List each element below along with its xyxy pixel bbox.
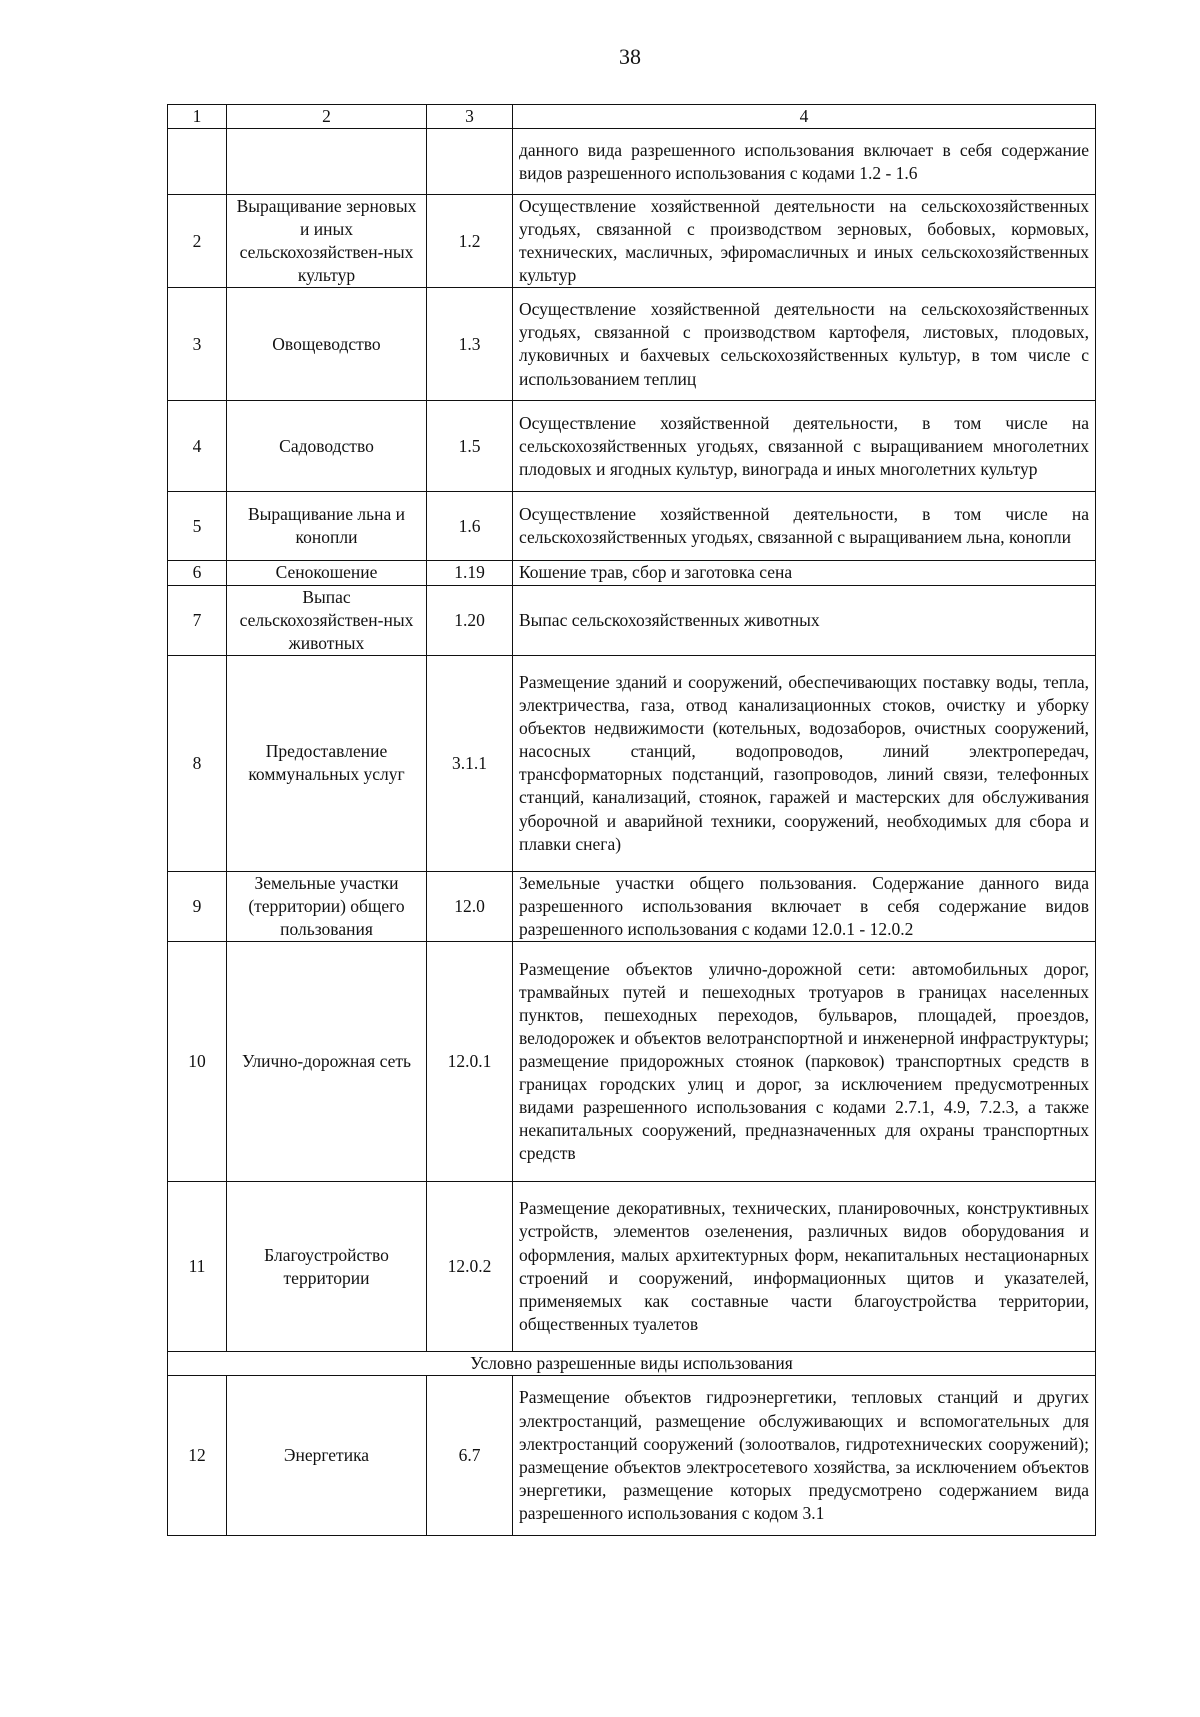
use-type-name: Выращивание зерновых и иных сельскохозяйствен-ных культур (227, 195, 427, 288)
use-type-description: Осуществление хозяйственной деятельности, в том числе на сельскохозяйственных угодьях, связанной с выращиванием льна, конопли (513, 492, 1096, 561)
use-type-name: Овощеводство (227, 288, 427, 401)
table-row (168, 492, 1096, 561)
page-number: 38 (619, 44, 641, 69)
table-row (168, 1182, 1096, 1352)
row-number: 3 (168, 288, 227, 401)
row-number: 2 (168, 195, 227, 288)
table-row (168, 585, 1096, 655)
permitted-use-table (167, 104, 1096, 1536)
use-type-code: 1.6 (427, 492, 513, 561)
use-type-code: 12.0 (427, 871, 513, 941)
use-type-name: Благоустройство территории (227, 1182, 427, 1352)
use-type-description: Размещение декоративных, технических, планировочных, конструктивных устройств, элементов озеленения, различных видов оборудования и оформления, малых архитектурных форм, некапитальных нестационарных строений и сооружений, информационных щитов и указателей, применяемых как составные части благоустройства территории, общественных туалетов (513, 1182, 1096, 1352)
use-type-description: Размещение объектов гидроэнергетики, тепловых станций и других электростанций, размещение обслуживающих и вспомогательных для электростанций сооружений (золоотвалов, гидротехнических сооружений); размещение объектов электросетевого хозяйства, за исключением объектов энергетики, размещение которых предусмотрено содержанием вида разрешенного использования с кодом 3.1 (513, 1376, 1096, 1536)
use-type-description: Осуществление хозяйственной деятельности на сельскохозяйственных угодьях, связанной с производством зерновых, бобовых, кормовых, технических, масличных, эфиромасличных и иных сельскохозяйственных культур (513, 195, 1096, 288)
use-type-name: Выращивание льна и конопли (227, 492, 427, 561)
use-type-code: 6.7 (427, 1376, 513, 1536)
row-number (168, 129, 227, 195)
use-type-description: Размещение объектов улично-дорожной сети: автомобильных дорог, трамвайных путей и пешеходных тротуаров в границах населенных пунктов, пешеходных переходов, бульваров, площадей, проездов, велодорожек и объектов велотранспортной и инженерной инфраструктуры; размещение придорожных стоянок (парковок) транспортных средств в границах городских улиц и дорог, за исключением предусмотренных видами разрешенного использования с кодами 2.7.1, 4.9, 7.2.3, а также некапитальных сооружений, предназначенных для охраны транспортных средств (513, 942, 1096, 1182)
use-type-code (427, 129, 513, 195)
section-title-conditional-uses: Условно разрешенные виды использования (168, 1352, 1096, 1376)
table-row (168, 288, 1096, 401)
row-number: 8 (168, 655, 227, 871)
row-number: 4 (168, 401, 227, 492)
use-type-name: Предоставление коммунальных услуг (227, 655, 427, 871)
column-header-description: 4 (513, 105, 1096, 129)
row-number: 9 (168, 871, 227, 941)
column-header-number: 1 (168, 105, 227, 129)
use-type-name: Садоводство (227, 401, 427, 492)
column-header-name: 2 (227, 105, 427, 129)
use-type-name (227, 129, 427, 195)
use-type-name: Улично-дорожная сеть (227, 942, 427, 1182)
use-type-code: 1.20 (427, 585, 513, 655)
row-number: 10 (168, 942, 227, 1182)
row-number: 7 (168, 585, 227, 655)
use-type-description: Выпас сельскохозяйственных животных (513, 585, 1096, 655)
row-number: 6 (168, 561, 227, 585)
use-type-code: 1.2 (427, 195, 513, 288)
table-body-top (168, 129, 1096, 1536)
use-type-name: Выпас сельскохозяйствен-ных животных (227, 585, 427, 655)
row-number: 11 (168, 1182, 227, 1352)
table-row (168, 561, 1096, 585)
use-type-description: Земельные участки общего пользования. Содержание данного вида разрешенного использования включает в себя содержание видов разрешенного использования с кодами 12.0.1 - 12.0.2 (513, 871, 1096, 941)
table-header-row (168, 105, 1096, 129)
use-type-code: 1.3 (427, 288, 513, 401)
column-header-code: 3 (427, 105, 513, 129)
use-type-description: Осуществление хозяйственной деятельности, в том числе на сельскохозяйственных угодьях, связанной с выращиванием многолетних плодовых и ягодных культур, винограда и иных многолетних культур (513, 401, 1096, 492)
table-row (168, 655, 1096, 871)
use-type-code: 3.1.1 (427, 655, 513, 871)
table-row (168, 195, 1096, 288)
table-row (168, 871, 1096, 941)
use-type-description: Кошение трав, сбор и заготовка сена (513, 561, 1096, 585)
table-row (168, 129, 1096, 195)
use-type-name: Сенокошение (227, 561, 427, 585)
use-type-name: Энергетика (227, 1376, 427, 1536)
table-row (168, 942, 1096, 1182)
use-type-name: Земельные участки (территории) общего пользования (227, 871, 427, 941)
use-type-code: 1.19 (427, 561, 513, 585)
table-row (168, 1376, 1096, 1536)
use-type-code: 12.0.2 (427, 1182, 513, 1352)
use-type-description: Осуществление хозяйственной деятельности на сельскохозяйственных угодьях, связанной с производством картофеля, листовых, плодовых, луковичных и бахчевых сельскохозяйственных культур, в том числе с использованием теплиц (513, 288, 1096, 401)
use-type-description: данного вида разрешенного использования включает в себя содержание видов разрешенного использования с кодами 1.2 - 1.6 (513, 129, 1096, 195)
table-row (168, 401, 1096, 492)
use-type-code: 1.5 (427, 401, 513, 492)
use-type-code: 12.0.1 (427, 942, 513, 1182)
row-number: 12 (168, 1376, 227, 1536)
row-number: 5 (168, 492, 227, 561)
use-type-description: Размещение зданий и сооружений, обеспечивающих поставку воды, тепла, электричества, газа, отвод канализационных стоков, очистку и уборку объектов недвижимости (котельных, водозаборов, очистных сооружений, насосных станций, водопроводов, линий электропередач, трансформаторных подстанций, газопроводов, линий связи, телефонных станций, канализаций, стоянок, гаражей и мастерских для обслуживания уборочной и аварийной техники, сооружений, необходимых для сбора и плавки снега) (513, 655, 1096, 871)
section-row (168, 1352, 1096, 1376)
